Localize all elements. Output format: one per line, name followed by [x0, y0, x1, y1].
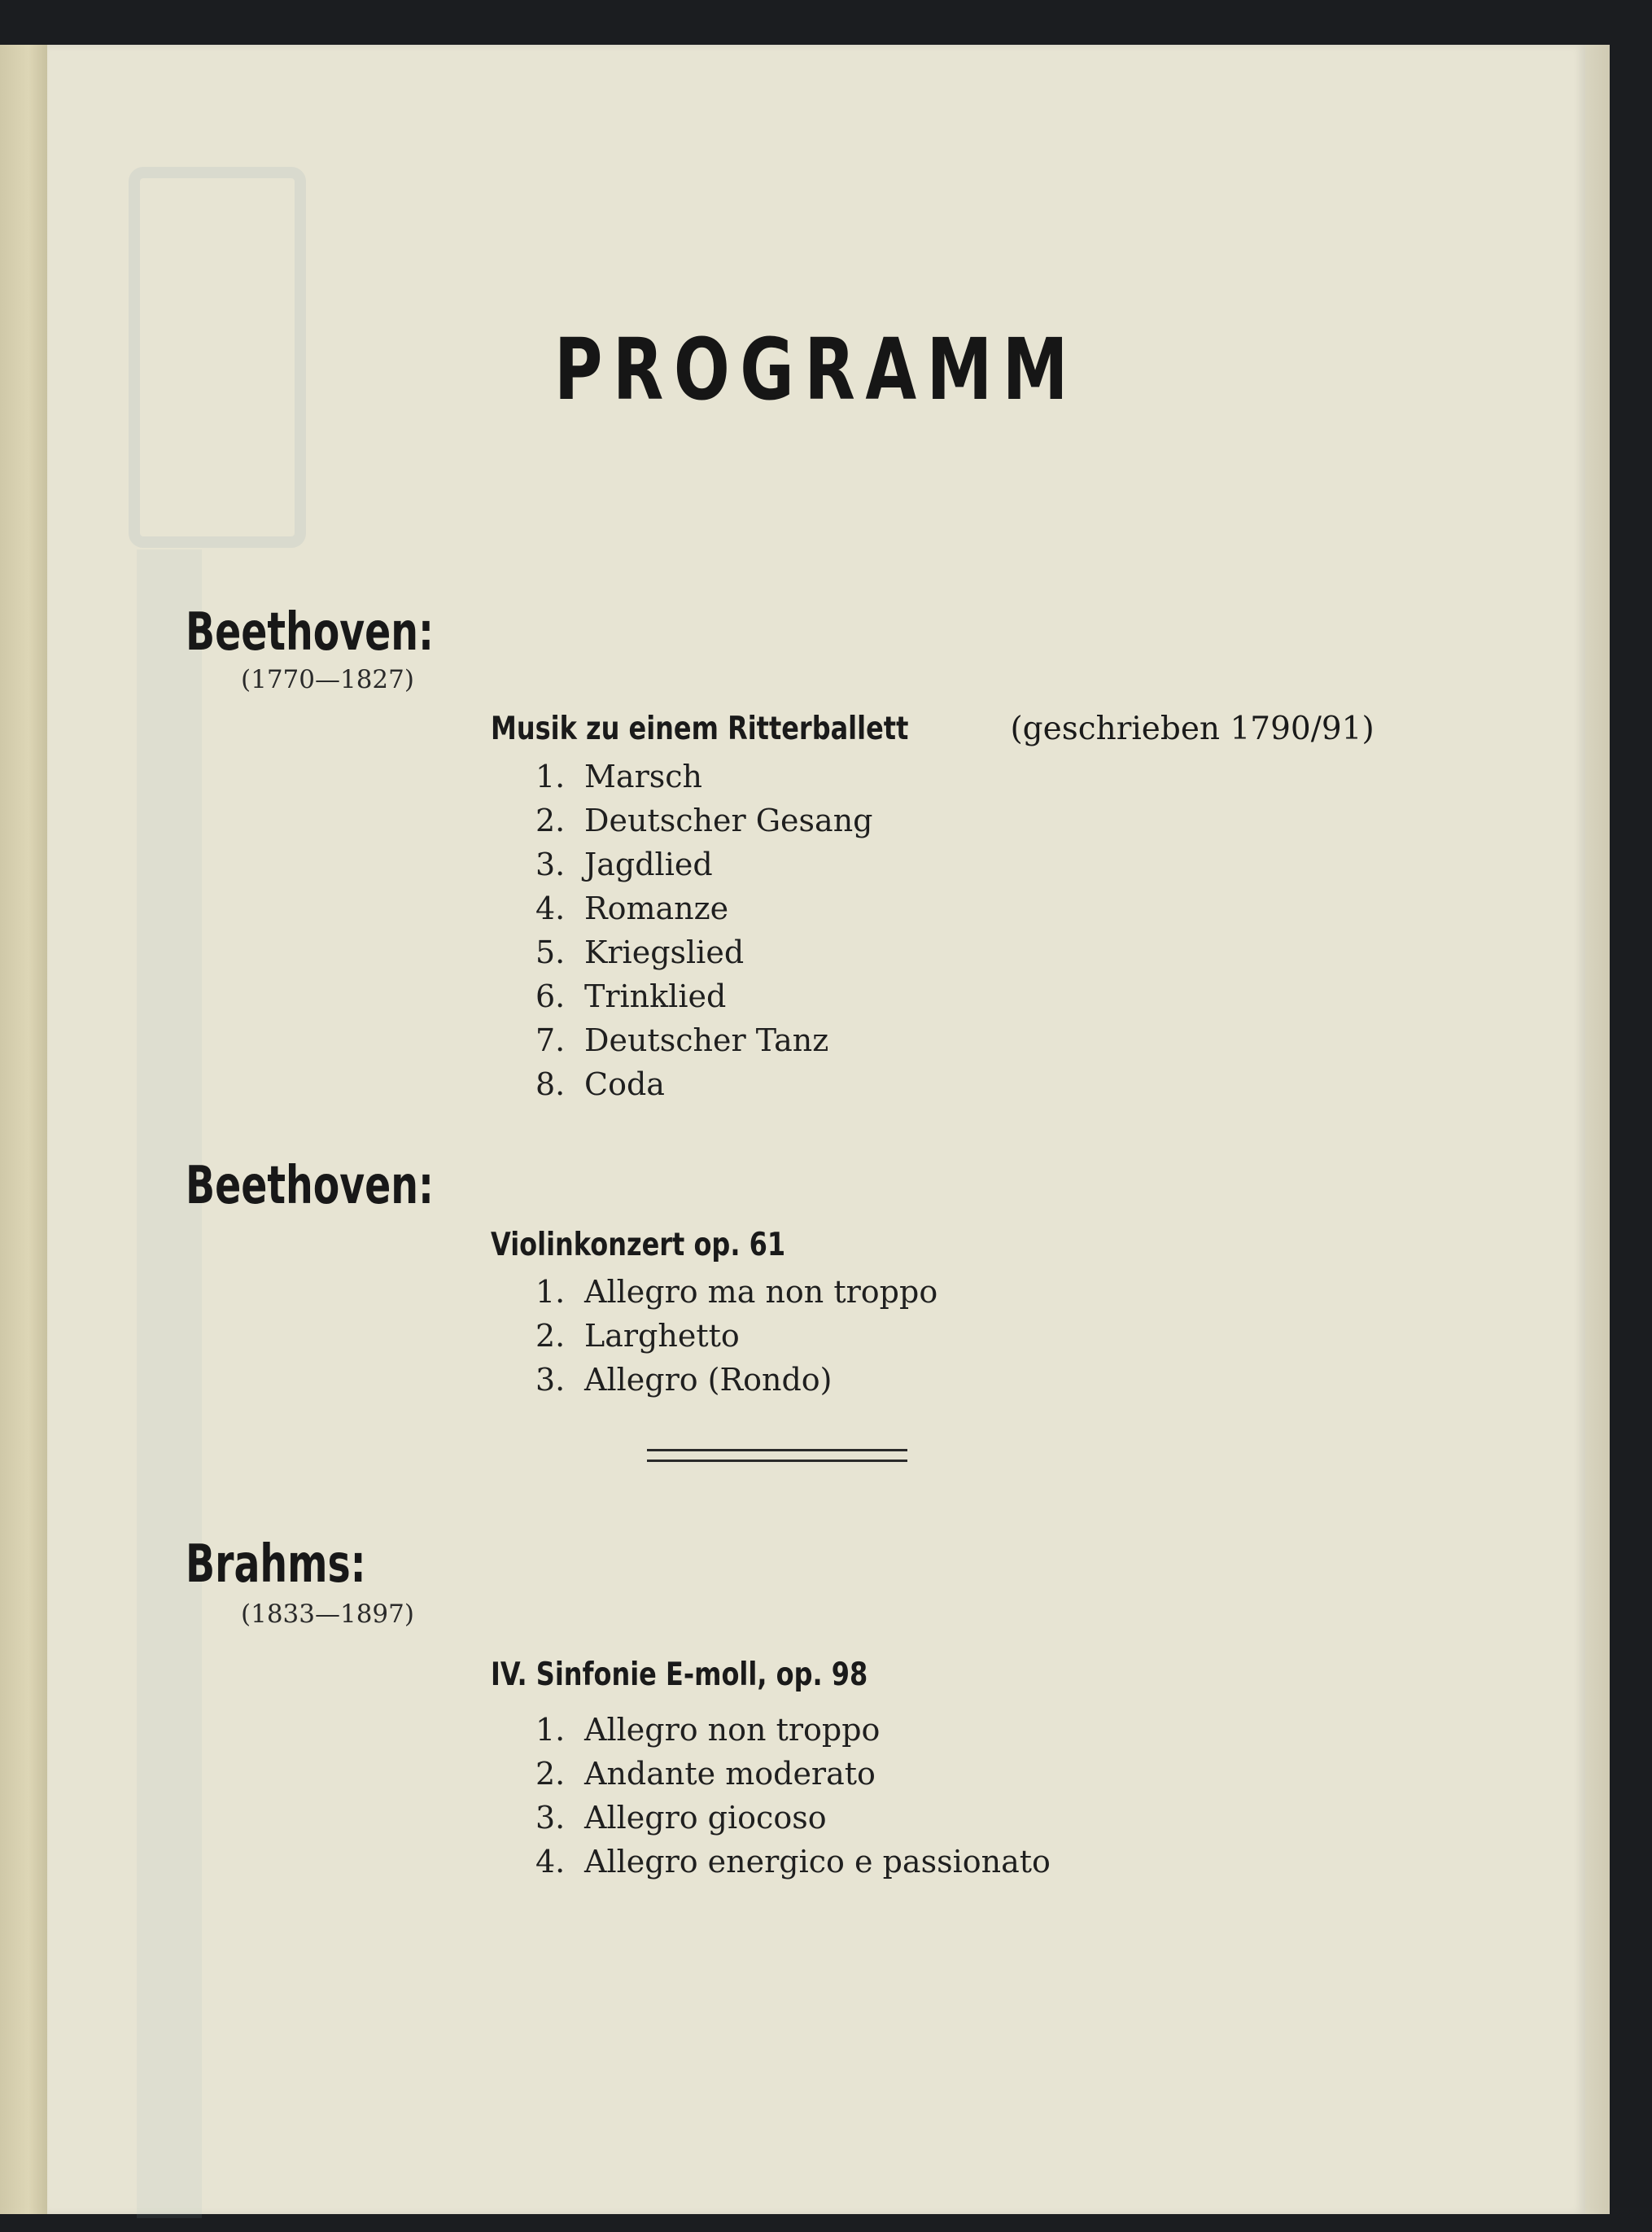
movement-number: 1. — [535, 1712, 566, 1748]
composer-dates: (1770—1827) — [241, 665, 414, 694]
movement-name: Allegro ma non troppo — [584, 1274, 938, 1310]
double-rule-separator — [647, 1449, 907, 1462]
movement-number: 3. — [535, 1362, 566, 1398]
movement-number: 8. — [535, 1066, 566, 1102]
movement-number: 5. — [535, 934, 566, 970]
movement-number: 2. — [535, 803, 566, 838]
work-note: (geschrieben 1790/91) — [1010, 711, 1374, 747]
movement-number: 3. — [535, 847, 566, 882]
movement-name: Marsch — [584, 759, 702, 794]
movement-name: Allegro energico e passionato — [584, 1844, 1051, 1880]
program-page — [47, 45, 1585, 2214]
movement-name: Larghetto — [584, 1318, 740, 1354]
composer-name: Brahms: — [186, 1534, 366, 1595]
movement-item — [535, 891, 728, 926]
movement-item — [535, 1022, 828, 1058]
movement-number: 1. — [535, 759, 566, 794]
bleed-through-bar — [137, 549, 202, 2218]
movement-name: Allegro giocoso — [584, 1800, 827, 1836]
work-title — [491, 711, 1374, 747]
page-title: PROGRAMM — [553, 320, 1078, 419]
movement-number: 1. — [535, 1274, 566, 1310]
movement-item — [535, 1800, 827, 1836]
movement-number: 4. — [535, 891, 566, 926]
movement-name: Allegro (Rondo) — [584, 1362, 833, 1398]
movement-number: 3. — [535, 1800, 566, 1836]
facing-page-edge — [0, 45, 47, 2214]
work-name: Violinkonzert op. 61 — [491, 1227, 786, 1263]
movement-item — [535, 1362, 833, 1398]
movement-number: 7. — [535, 1022, 566, 1058]
movement-item — [535, 759, 702, 794]
movement-name: Kriegslied — [584, 934, 745, 970]
page-edge — [1585, 45, 1610, 2214]
composer-name: Beethoven: — [186, 1156, 434, 1216]
movement-number: 4. — [535, 1844, 566, 1880]
movement-item — [535, 934, 744, 970]
composer-dates: (1833—1897) — [241, 1600, 414, 1629]
movement-name: Deutscher Gesang — [584, 803, 873, 838]
movement-name: Coda — [584, 1066, 665, 1102]
movement-name: Deutscher Tanz — [584, 1022, 829, 1058]
movement-number: 2. — [535, 1318, 566, 1354]
movement-item — [535, 803, 873, 838]
movement-name: Allegro non troppo — [584, 1712, 881, 1748]
movement-item — [535, 1066, 665, 1102]
movement-item — [535, 1844, 1051, 1880]
movement-name: Romanze — [584, 891, 729, 926]
composer-name: Beethoven: — [186, 602, 434, 663]
movement-name: Jagdlied — [584, 847, 713, 882]
movement-name: Trinklied — [584, 978, 727, 1014]
movement-number: 2. — [535, 1756, 566, 1792]
movement-item — [535, 978, 726, 1014]
work-name: IV. Sinfonie E-moll, op. 98 — [491, 1656, 868, 1693]
movement-number: 6. — [535, 978, 566, 1014]
work-title — [491, 1656, 951, 1693]
movement-item — [535, 1318, 740, 1354]
work-title — [491, 1227, 850, 1263]
work-name: Musik zu einem Ritterballett — [491, 711, 909, 747]
movement-item — [535, 1274, 937, 1310]
movement-name: Andante moderato — [584, 1756, 876, 1792]
movement-item — [535, 1756, 876, 1792]
movement-item — [535, 847, 713, 882]
movement-item — [535, 1712, 880, 1748]
